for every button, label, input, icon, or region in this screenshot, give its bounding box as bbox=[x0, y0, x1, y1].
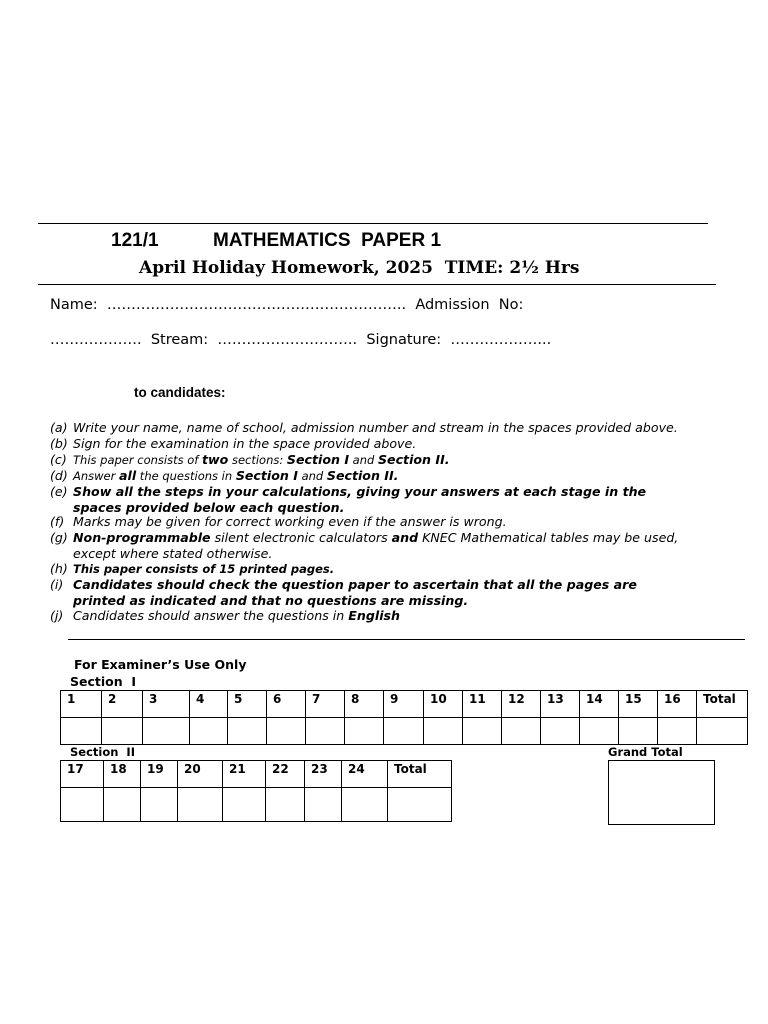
instruction-item-b bbox=[50, 436, 710, 452]
instruction-item-j bbox=[50, 608, 710, 624]
question-number: 7 bbox=[306, 691, 345, 718]
instruction-emphasis: two bbox=[201, 452, 229, 467]
instruction-item-e bbox=[50, 484, 710, 516]
score-cell[interactable] bbox=[342, 788, 388, 822]
instruction-label: (j) bbox=[50, 608, 64, 623]
question-number: 14 bbox=[580, 691, 619, 718]
score-cell[interactable] bbox=[190, 718, 228, 745]
instruction-label: (e) bbox=[50, 484, 68, 499]
score-cell[interactable] bbox=[345, 718, 384, 745]
question-number: 21 bbox=[223, 761, 266, 788]
section1-label: Section I bbox=[70, 674, 136, 689]
instruction-item-i bbox=[50, 577, 710, 609]
instructions-heading: to candidates: bbox=[134, 385, 226, 400]
paper-subtitle: April Holiday Homework, 2025 TIME: 2½ Hrs bbox=[139, 258, 580, 278]
instruction-label: (c) bbox=[50, 452, 67, 467]
instruction-emphasis: Non-programmable bbox=[73, 530, 211, 545]
paper-code: 121/1 bbox=[111, 230, 159, 251]
score-cell[interactable] bbox=[619, 718, 658, 745]
question-number: 22 bbox=[266, 761, 305, 788]
instruction-text: silent electronic calculators bbox=[210, 530, 392, 545]
question-number: 19 bbox=[141, 761, 178, 788]
question-number: 15 bbox=[619, 691, 658, 718]
instruction-text: KNEC Mathematical tables may be used, except where stated otherwise. bbox=[73, 530, 679, 561]
instruction-item-c bbox=[50, 452, 710, 468]
instruction-label: (b) bbox=[50, 436, 68, 451]
instruction-emphasis: Section I bbox=[286, 452, 350, 467]
instruction-emphasis: all bbox=[119, 468, 137, 483]
instructions-rule bbox=[68, 639, 745, 640]
instruction-emphasis: Section I bbox=[235, 468, 298, 483]
score-cell[interactable] bbox=[104, 788, 141, 822]
score-cell[interactable] bbox=[141, 788, 178, 822]
name-admission-field[interactable]: Name: …………………………………………………….. Admission No: bbox=[50, 297, 524, 313]
question-number: 24 bbox=[342, 761, 388, 788]
instruction-label: (f) bbox=[50, 514, 65, 529]
question-number: 23 bbox=[305, 761, 342, 788]
question-number: 1 bbox=[61, 691, 102, 718]
total-header: Total bbox=[388, 761, 452, 788]
score-cell[interactable] bbox=[580, 718, 619, 745]
instruction-text: sections: bbox=[228, 453, 287, 467]
paper-title: MATHEMATICS PAPER 1 bbox=[213, 230, 442, 251]
instruction-item-a bbox=[50, 420, 710, 436]
instruction-text: This paper consists of 15 printed pages. bbox=[73, 562, 335, 576]
total-cell[interactable] bbox=[388, 788, 452, 822]
question-number: 16 bbox=[658, 691, 697, 718]
grand-total-box[interactable] bbox=[608, 760, 715, 825]
instruction-label: (g) bbox=[50, 530, 68, 545]
question-number: 12 bbox=[502, 691, 541, 718]
question-number: 20 bbox=[178, 761, 223, 788]
instruction-text: and bbox=[349, 453, 378, 467]
instruction-emphasis: Section II. bbox=[377, 452, 450, 467]
score-cell[interactable] bbox=[267, 718, 306, 745]
question-number: 9 bbox=[384, 691, 424, 718]
subtitle-rule bbox=[38, 284, 716, 285]
question-number: 3 bbox=[143, 691, 190, 718]
top-rule bbox=[38, 223, 708, 224]
grand-total-label: Grand Total bbox=[608, 745, 683, 759]
instruction-text: Marks may be given for correct working even if the answer is wrong. bbox=[73, 514, 507, 529]
question-number: 4 bbox=[190, 691, 228, 718]
question-number: 17 bbox=[61, 761, 104, 788]
section2-score-row bbox=[61, 788, 452, 822]
score-cell[interactable] bbox=[306, 718, 345, 745]
section2-marks-table bbox=[60, 760, 452, 822]
section1-header-row bbox=[61, 691, 748, 718]
instruction-text: Answer bbox=[73, 469, 120, 483]
question-number: 6 bbox=[267, 691, 306, 718]
question-number: 8 bbox=[345, 691, 384, 718]
section2-label: Section II bbox=[70, 745, 135, 759]
score-cell[interactable] bbox=[266, 788, 305, 822]
score-cell[interactable] bbox=[541, 718, 580, 745]
section2-header-row bbox=[61, 761, 452, 788]
score-cell[interactable] bbox=[463, 718, 502, 745]
instruction-label: (d) bbox=[50, 468, 68, 483]
instruction-emphasis: English bbox=[348, 608, 400, 623]
instruction-text: the questions in bbox=[136, 469, 236, 483]
question-number: 11 bbox=[463, 691, 502, 718]
instruction-label: (i) bbox=[50, 577, 64, 592]
score-cell[interactable] bbox=[305, 788, 342, 822]
question-number: 10 bbox=[424, 691, 463, 718]
instruction-emphasis: Section II. bbox=[326, 468, 399, 483]
instruction-item-f bbox=[50, 514, 710, 530]
score-cell[interactable] bbox=[228, 718, 267, 745]
instruction-text: This paper consists of bbox=[73, 453, 202, 467]
score-cell[interactable] bbox=[502, 718, 541, 745]
instruction-emphasis: and bbox=[391, 530, 419, 545]
instruction-text: Sign for the examination in the space provided above. bbox=[73, 436, 417, 451]
question-number: 2 bbox=[102, 691, 143, 718]
score-cell[interactable] bbox=[178, 788, 223, 822]
instruction-text: Write your name, name of school, admission number and stream in the spaces provided above. bbox=[73, 420, 678, 435]
score-cell[interactable] bbox=[424, 718, 463, 745]
instruction-text: Show all the steps in your calculations, giving your answers at each stage in the spaces provided below each question. bbox=[73, 484, 647, 515]
question-number: 13 bbox=[541, 691, 580, 718]
instruction-item-d bbox=[50, 468, 710, 484]
total-cell[interactable] bbox=[697, 718, 748, 745]
score-cell[interactable] bbox=[223, 788, 266, 822]
instruction-item-h bbox=[50, 561, 710, 577]
score-cell[interactable] bbox=[143, 718, 190, 745]
instruction-label: (h) bbox=[50, 561, 68, 576]
stream-signature-field[interactable]: ………………. Stream: ……………………….. Signature: ………………... bbox=[50, 332, 552, 348]
instruction-label: (a) bbox=[50, 420, 68, 435]
score-cell[interactable] bbox=[658, 718, 697, 745]
section1-marks-table bbox=[60, 690, 748, 745]
instruction-text: and bbox=[297, 469, 327, 483]
question-number: 18 bbox=[104, 761, 141, 788]
score-cell[interactable] bbox=[102, 718, 143, 745]
total-header: Total bbox=[697, 691, 748, 718]
score-cell[interactable] bbox=[61, 788, 104, 822]
score-cell[interactable] bbox=[61, 718, 102, 745]
question-number: 5 bbox=[228, 691, 267, 718]
instruction-item-g bbox=[50, 530, 710, 562]
instruction-text: Candidates should answer the questions in bbox=[73, 608, 349, 623]
section1-score-row bbox=[61, 718, 748, 745]
examiner-heading: For Examiner’s Use Only bbox=[74, 657, 247, 672]
score-cell[interactable] bbox=[384, 718, 424, 745]
instruction-text: Candidates should check the question paper to ascertain that all the pages are printed as indicated and that no questions are missing. bbox=[73, 577, 637, 608]
